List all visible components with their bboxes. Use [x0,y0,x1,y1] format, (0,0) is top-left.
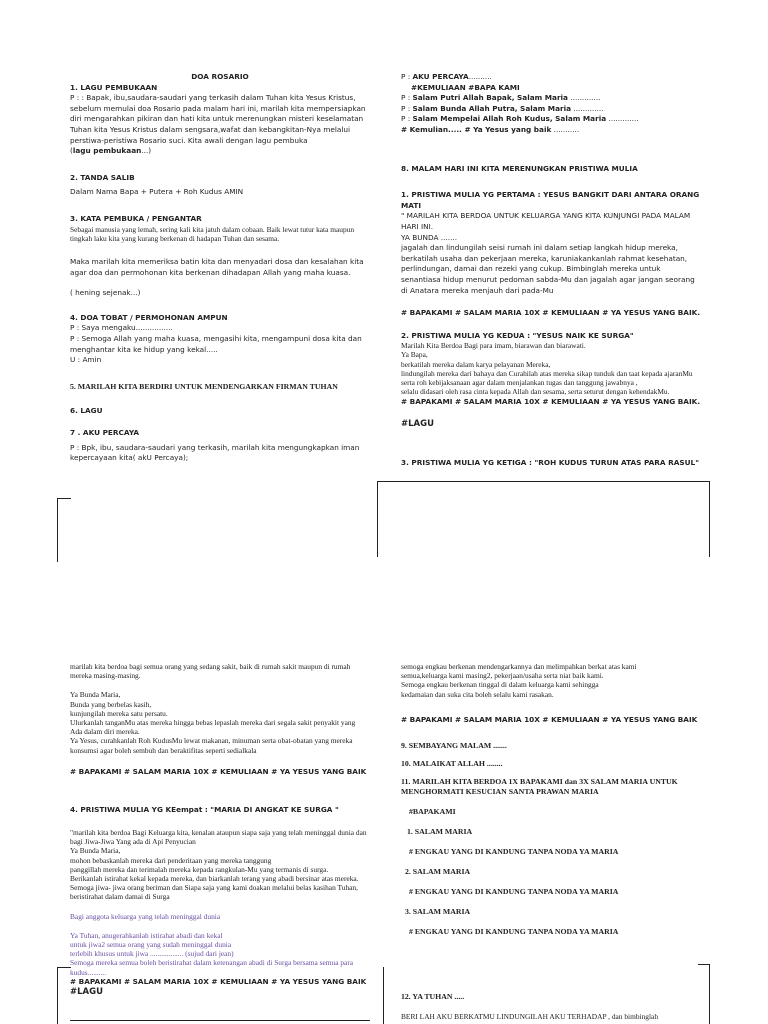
paragraph-tanda-salib: Dalam Nama Bapa + Putera + Roh Kudus AMIN [70,187,244,197]
line-kemulian-ya-yesus: # Kemulian..... # Ya Yesus yang baik ........... [401,124,580,134]
paragraph-mulia-pertama-intro: " MARILAH KITA BERDOA UNTUK KELUARGA YANG KITA KUNJUNGI PADA MALAM HARI INI. [401,211,691,231]
paragraph-aku-percaya: P : Bpk, ibu, saudara-saudari yang terkasih, marilah kita mengungkapkan iman kepercayaan kita( akU Percaya); [70,442,360,463]
line-aku-percaya: P : AKU PERCAYA.......... [401,72,492,81]
line-semoga-engkau-2: semua,keluarga kami masing2, pekerjaan/usaha serta niat baik kami. [401,671,604,681]
line-semoga-allah: P : Semoga Allah yang maha kuasa, mengasihi kita, mengampuni dosa kita dan menghantar kita ke hidup yang kekal..... [70,333,362,354]
line-mulia-kedua-1: Marilah Kita Berdoa Bagi para imam, biarawan dan biarawati. [401,341,586,351]
paragraph-lagu-pembukaan: P : : Bapak, ibu,saudara-saudari yang terkasih dalam Tuhan kita Yesus Kristus, sebelum memulai doa Rosario pada malam hari ini, marilah kita mempersiapkan diri mengarahkan pikiran dan hati kita untuk merenungkan misteri keselamatan Tuhan kita Yesus Kristus dalam sengsara,wafat dan kebangkitan-Nya melalui perstiwa-peristiwa Rosario suci. Kita awali dengan lagu pembuka [70,93,366,145]
paragraph-kata-pembuka-2: Maka marilah kita memeriksa batin kita dan menyadari dosa dan kesalahan kita agar doa dan permohonan kita berkenan dihadapan Allah yang maha kuasa. [70,256,364,277]
line-bunda-berbelas-kasih: Bunda yang berbelas kasih, [70,699,152,709]
heading-sembayang-malam: 9. SEMBAYANG MALAM ....... [401,741,507,751]
page2-right-column [401,662,706,937]
line-bapakami: #BAPAKAMI [409,807,456,817]
frame-line-bottom-left-horizontal [57,967,71,968]
heading-doa-tobat: 4. DOA TOBAT / PERMOHONAN AMPUN [70,312,228,322]
heading-mulia-kedua: 2. PRISTIWA MULIA YG KEDUA : "YESUS NAIK KE SURGA" [401,330,634,340]
line-semoga-engkau-1: semoga engkau berkenan mendengarkannya dan melimpahkan berkat atas kami [401,662,637,671]
line-mulia-kedua-2: Ya Bapa, [401,350,428,360]
paragraph-mulia-pertama-body: jagalah dan lindungilah seisi rumah ini dalam setiap langkah hidup mereka, berkatilah usaha dan pekerjaan mereka, karuniakankanlah rahmat kesehatan, perlindungan, damai dan rezeki yang cukup. Bimbinglah mereka untuk senantiasa hidup menurut pedoman sabda-Mu dan jagalah agar jangan seorang di Anatara mereka menjauh dari pada-Mu [401,243,695,295]
frame-line-bottom-right-vertical [709,964,710,1024]
heading-firman-tuhan: 5. MARILAH KITA BERDIRI UNTUK MENDENGARKAN FIRMAN TUHAN [70,381,338,391]
line-ya-yesus: Ya Yesus, curahkanlah Roh KudusMu lewat makanan, minuman serta obat-obatan yang mereka konsumsi agar boleh sembuh dan beraktifitas seperti sedialkala [70,736,353,755]
line-salam-maria-3: 3. SALAM MARIA [405,907,471,917]
paragraph-orang-sakit: marilah kita berdoa bagi semua orang yang sedang sakit, baik di rumah sakit maupun di rumah mereka masing-masing. [70,662,351,681]
frame-line-bottom-left-rule [70,1020,370,1021]
frame-line-bottom-mid-vertical [383,967,384,1024]
frame-line-bottom-right-horizontal [698,964,710,965]
heading-mulia-keempat: 4. PRISTIWA MULIA YG KEempat : "MARIA DI ANGKAT KE SURGA " [70,805,339,815]
refrain-semoga-engkau: # BAPAKAMI # SALAM MARIA 10X # KEMULIAAN # YA YESUS YANG BAIK [401,714,698,724]
refrain-mulia-kedua: # BAPAKAMI # SALAM MARIA 10X # KEMULIAAN # YA YESUS YANG BAIK. [401,396,701,406]
line-kemuliaan-bapa-kami: #KEMULIAAN #BAPA KAMI [411,82,520,92]
page-title: DOA ROSARIO [191,72,249,81]
line-mulia-keempat-3: mohon bebaskanlah mereka dari penderitaan yang mereka tanggung [70,855,272,865]
line-ya-tuhan: Ya Tuhan, anugerahkanlah istirahat abadi dan kekal [70,930,223,940]
paragraph-kata-pembuka-1: Sebagai manusia yang lemah, sering kali kita jatuh dalam cobaan. Baik lewat tutur kata maupun tingkah laku kita yang kurang berkenan di hadapan Tuhan dan sesama. [70,224,355,243]
line-mulia-kedua-3: berkatilah mereka dalam karya pelayanan Mereka, [401,359,551,369]
line-semoga-engkau-3: Semoga engkau berkenan tinggal di dalam keluarga kami sehingga [401,680,599,690]
heading-tanda-salib: 2. TANDA SALIB [70,172,135,182]
line-semoga-mereka: Semoga mereka semua boleh beristirahat dalam ketenangan abadi di Surga bersama semua para kudus.......... [70,958,354,977]
line-mulia-kedua-5: serta roh kebijaksanaan agar dalam menjalankan tugas dan tanggung jawabnya , [401,378,638,388]
note-lagu-pembukaan: (lagu pembukaan...) [70,146,152,156]
line-mulia-keempat-5: Berikanlah istirahat kekal kepada mereka, dan biarkanlah terang yang abadi bersinar atas mereka. [70,874,359,884]
frame-line-left-vertical [57,498,58,562]
line-salam-maria-2: 2. SALAM MARIA [405,867,471,877]
heading-mulia-ketiga: 3. PRISTIWA MULIA YG KETIGA : "ROH KUDUS TURUN ATAS PARA RASUL" [401,457,700,467]
heading-lagu-pembukaan: 1. LAGU PEMBUKAAN [70,82,158,92]
line-salam-maria-1: 1. SALAM MARIA [407,827,473,837]
line-beri-lah-aku: BERI LAH AKU BERKATMU LINDUNGILAH AKU TERHADAP , dan bimbinglah [401,1012,659,1021]
line-ya-bunda: YA BUNDA ....... [401,232,458,242]
refrain-mulia-pertama: # BAPAKAMI # SALAM MARIA 10X # KEMULIAAN # YA YESUS YANG BAIK. [401,308,701,318]
line-ulurkanlah: Ulurkanlah tanganMu atas mereka hingga bebas lepaslah mereka dari segala sakit penyakit yang Ada dalam diri mereka. [70,718,356,737]
line-amin: U : Amin [70,355,102,365]
line-mulia-keempat-6: Semoga jiwa- jiwa orang beriman dan Siapa saja yang kami doakan melalui belas kasihan Tuhan, beristirahat dalam damai di Surga [70,883,358,902]
line-engkau-2: # ENGKAU YANG DI KANDUNG TANPA NODA YA MARIA [409,887,619,897]
heading-kata-pembuka: 3. KATA PEMBUKA / PENGANTAR [70,213,202,223]
frame-line-right-horizontal [377,481,709,482]
heading-mulia-pertama: 1. PRISTIWA MULIA YG PERTAMA : YESUS BANGKIT DARI ANTARA ORANG MATI [401,190,700,210]
line-ya-bunda-maria: Ya Bunda Maria, [70,690,121,700]
heading-aku-percaya: 7 . AKU PERCAYA [70,428,140,438]
line-anggota-keluarga: Bagi anggota keluarga yang telah meninggal dunia [70,911,221,921]
frame-line-right-edge [709,481,710,557]
refrain-orang-sakit: # BAPAKAMI # SALAM MARIA 10X # KEMULIAAN # YA YESUS YANG BAIK [70,766,367,776]
line-terlebih-khusus: terlebih khusus untuk jiwa .................. (sujud dari jean) [70,949,234,959]
line-saya-mengaku: P : Saya mengaku................ [70,323,173,333]
line-mulia-keempat-2: Ya Bunda Maria, [70,846,121,856]
heading-lagu: 6. LAGU [70,405,103,415]
heading-salam-maria-3x: 11. MARILAH KITA BERDOA 1X BAPAKAMI dan 3X SALAM MARIA UNTUK MENGHORMATI KESUCIAN SANTA PRAWAN MARIA [401,777,678,797]
line-engkau-3: # ENGKAU YANG DI KANDUNG TANPA NODA YA MARIA [409,927,619,937]
heading-pristiwa-mulia: 8. MALAM HARI INI KITA MERENUNGKAN PRISTIWA MULIA [401,163,638,173]
line-mulia-kedua-6: selalu didasari oleh rasa cinta kepada Allah dan sesama, serta seturut dengan kehendakMu. [401,387,670,397]
refrain-mulia-keempat: # BAPAKAMI # SALAM MARIA 10X # KEMULIAAN # YA YESUS YANG BAIK [70,976,367,986]
heading-lagu-3: #LAGU [70,987,103,998]
heading-ya-tuhan: 12. YA TUHAN ..... [401,992,465,1001]
line-mulia-keempat-1: "marilah kita berdoa Bagi Keluarga kita, kenalan ataupun siapa saja yang telah meninggal dunia dan bagi Jiwa-Jiwa Yang ada di Api Penyucian [70,828,367,847]
frame-line-right-vertical [377,481,378,557]
heading-malaikat-allah: 10. MALAIKAT ALLAH ........ [401,759,503,769]
frame-line-bottom-left-vertical [57,967,58,1024]
page2-bottom-right [401,992,706,1021]
line-semoga-engkau-4: kedamaian dan suka cita boleh selalu kami rasakan. [401,689,554,699]
line-kunjungilah: kunjungilah mereka satu persatu. [70,708,168,718]
page1-left-column [70,72,370,464]
page1-right-column [401,72,701,468]
line-salam-putri: P : Salam Putri Allah Bapak, Salam Maria ............. [401,93,601,103]
line-mulia-keempat-4: panggillah mereka dan terimalah mereka kepada rangkulan-Mu yang termanis di surga. [70,864,329,874]
page2-left-column [70,662,368,998]
line-untuk-jiwa: untuk jiwa2 semua orang yang sudah meninggal dunia [70,940,232,950]
heading-lagu-2: #LAGU [401,419,434,430]
line-salam-mempelai: P : Salam Mempelai Allah Roh Kudus, Salam Maria ............. [401,114,639,124]
line-salam-bunda: P : Salam Bunda Allah Putra, Salam Maria ............. [401,103,604,113]
line-mulia-kedua-4: lindungilah mereka dari bahaya dan Curahilah atas mereka sikap tunduk dan taat kepada ajaranMu [401,368,693,378]
frame-line-left-horizontal [57,498,71,499]
note-hening: ( hening sejenak...) [70,288,141,298]
line-engkau-1: # ENGKAU YANG DI KANDUNG TANPA NODA YA MARIA [409,847,619,857]
